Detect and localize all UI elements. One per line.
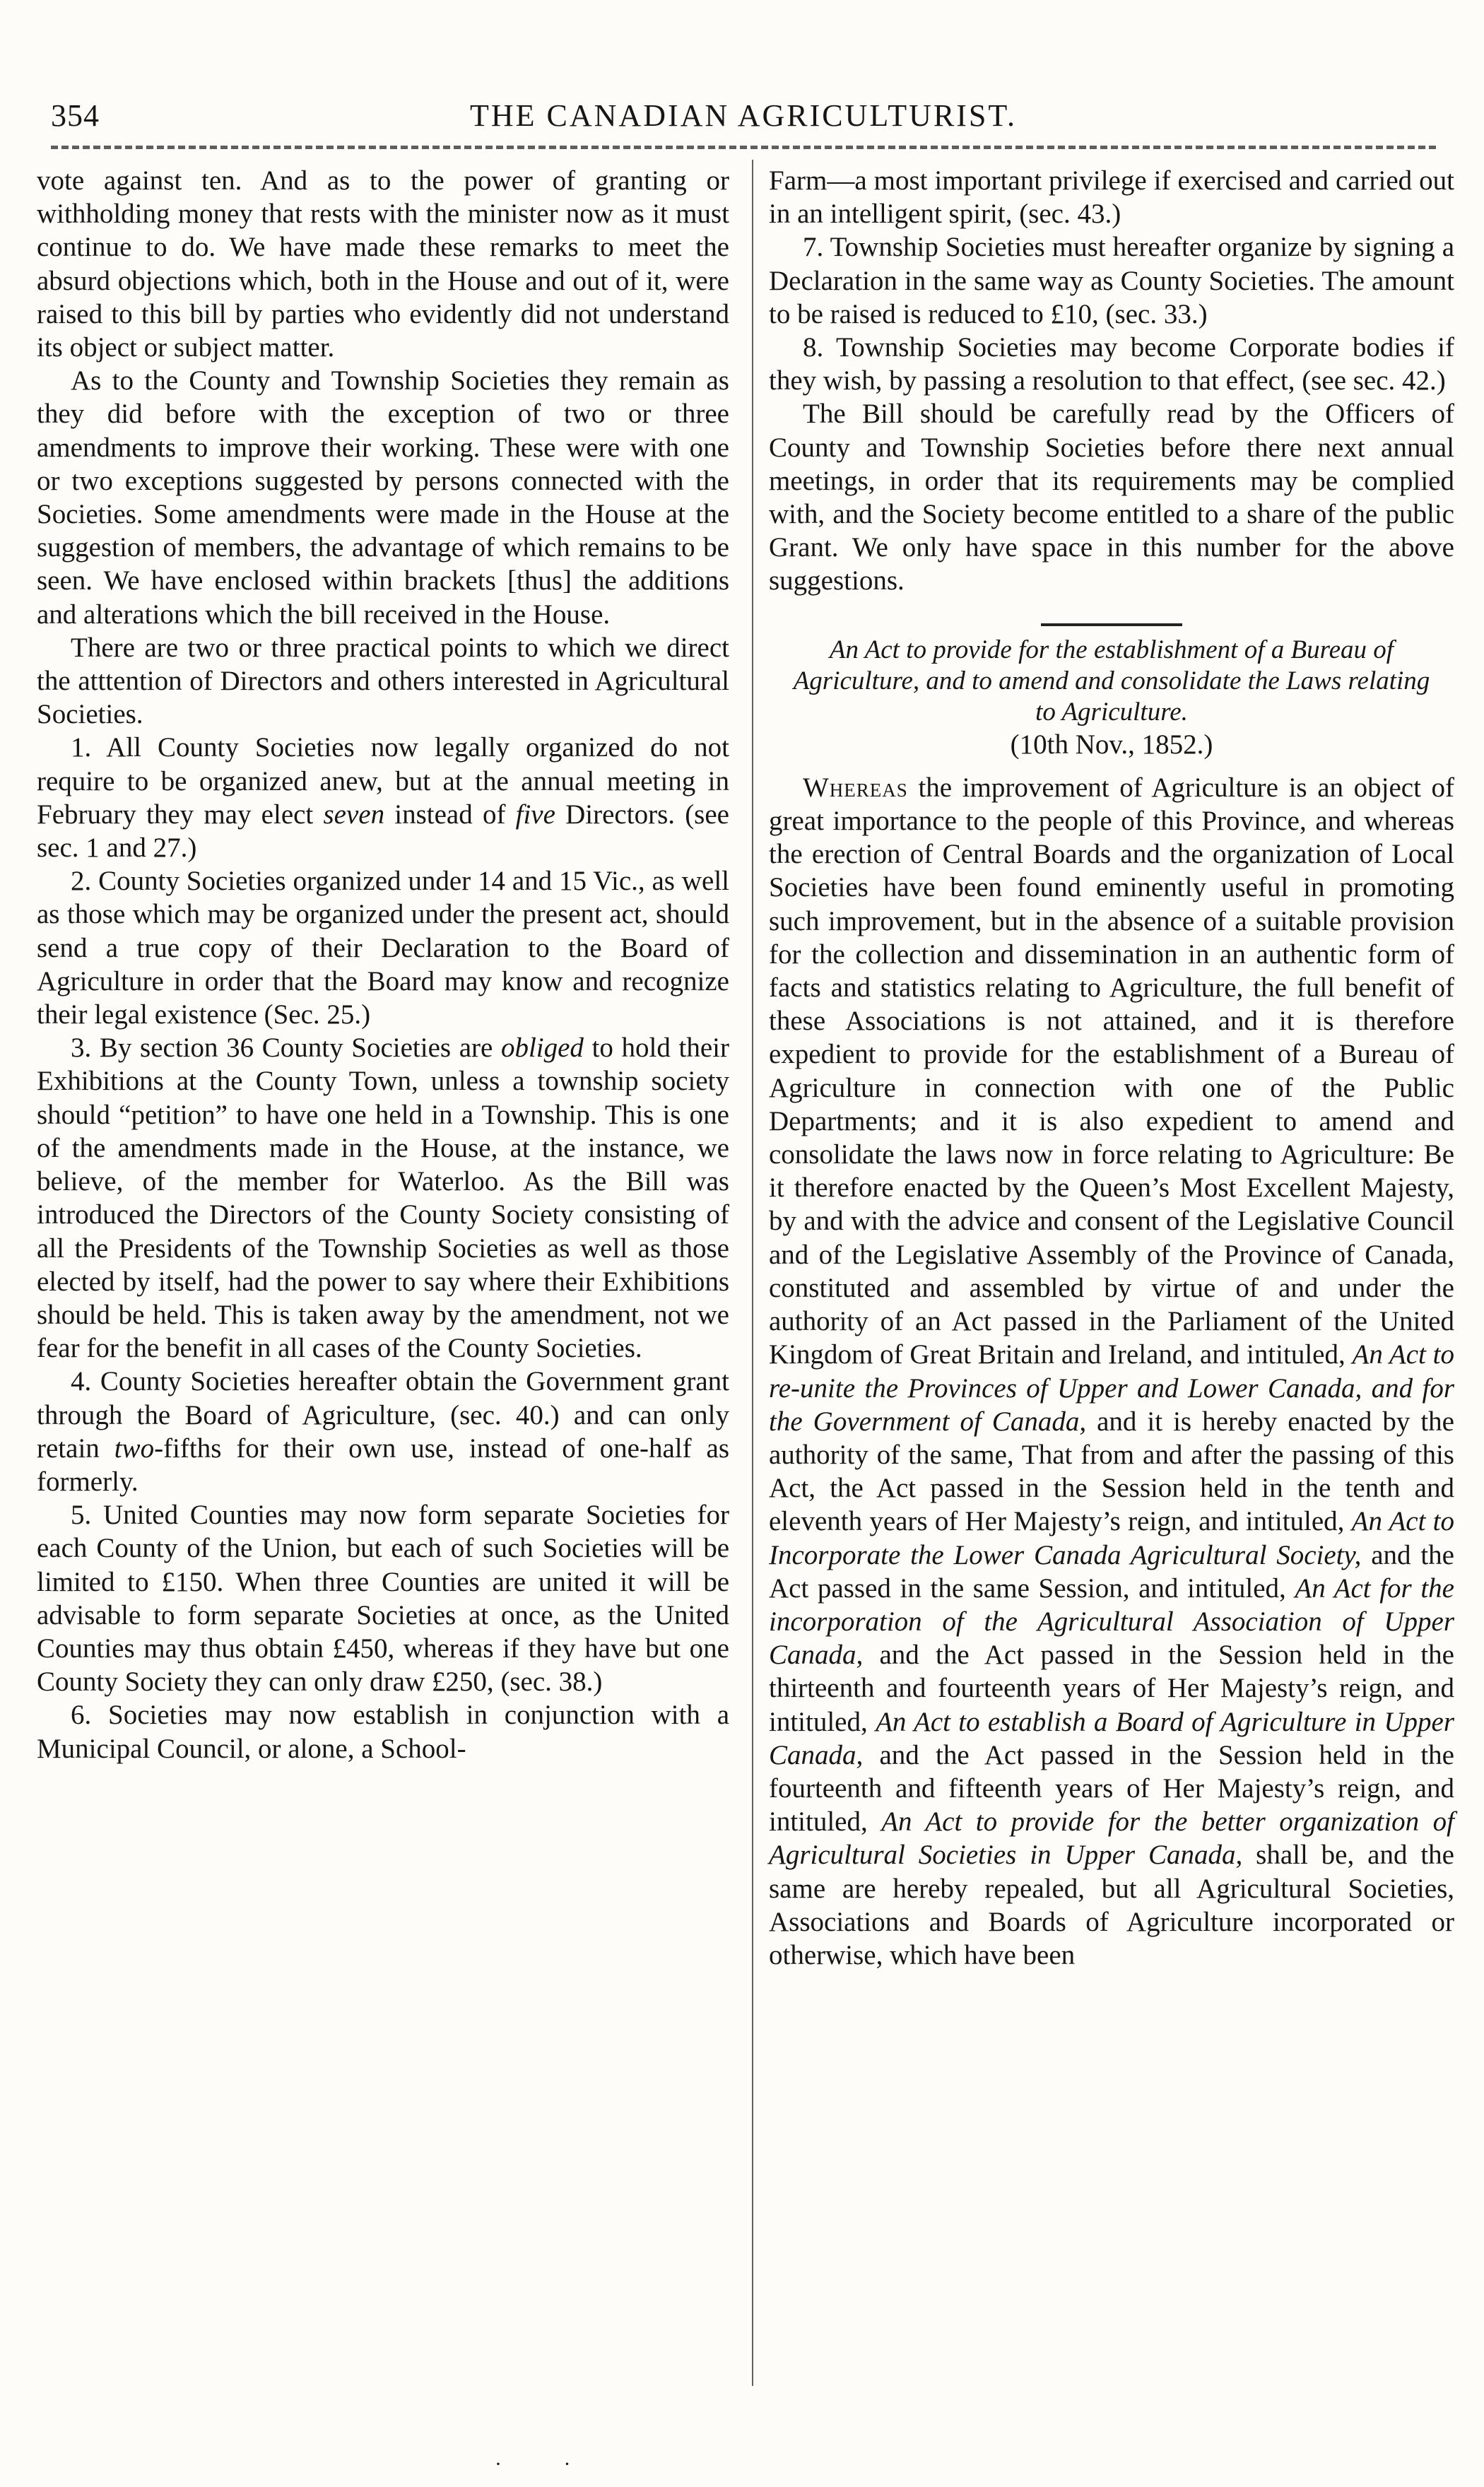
italic-run: obliged bbox=[500, 1033, 584, 1064]
list-item: 5. United Counties may now form separate Societies for each County of the Union, but each of such Societies will be limited to £150. When three Counties are united it will be advisable to form separate Societies at once, as the United Counties may thus obtain £450, whereas if they have but one County Society they can only draw £250, (sec. 38.) bbox=[37, 1500, 729, 1698]
text-run: the improvement of Agriculture is an object of great importance to the people of this Province, and whereas the erection of Central Boards and the organization of Local Societies have been found eminently useful in promoting such improvement, but in the absence of a suitable provision for the collection and dissemination in an authentic form of facts and statistics relating to Agriculture, the full benefit of these Associations is not attained, and it is therefore expedient to provide for the establishment of a Bureau of Agriculture in connection with one of the Public Departments; and it is also expedient to amend and consolidate the laws now in force relating to Agriculture: Be it therefore enacted by the Queen’s Most Excellent Majesty, by and with the advice and consent of the Legislative Council and of the Legislative Assembly of the Province of Canada, constituted and assembled by virtue of and under the authority of an Act passed in the Parliament of the United Kingdom of Great Britain and Ireland, and intituled, bbox=[769, 772, 1454, 1370]
text-run: to hold their Exhibitions at the County Town, unless a township society should “petition” to have one held in a Township. This is one of the amendments made in the House, at the instance, we believe, of the member for Waterloo. As the Bill was introduced the Directors of the County Society consisting of all the Presidents of the Township Societies as well as those elected by itself, had the power to say where their Exhibitions should be held. This is taken away by the amendment, not we fear for the benefit in all cases of the County Societies. bbox=[37, 1033, 729, 1364]
section-separator bbox=[1041, 623, 1182, 626]
text-run: -fifths for their own use, instead of one-half as formerly. bbox=[37, 1433, 730, 1497]
act-body bbox=[769, 771, 1454, 1972]
text-run: 1. All County Societies now legally organized do not require to be organized anew, but at the annual meeting in February they may elect bbox=[37, 732, 729, 830]
list-item: 8. Township Societies may become Corporate bodies if they wish, by passing a resolution to that effect, (see sec. 42.) bbox=[769, 332, 1454, 396]
paragraph: vote against ten. And as to the power of granting or withholding money that rests with the minister now as it must continue to do. We have made these remarks to meet the absurd objections which, both in the House and out of it, were raised to this bill by parties who evidently did not understand its object or subject matter. bbox=[37, 165, 729, 363]
right-column bbox=[769, 164, 1454, 1972]
text-run: and it is hereby enacted by the authority of the same, That from and after the passing of this Act, the Act passed in the Session held in the tenth and eleventh years of Her Majesty’s reign, and intituled, bbox=[769, 1406, 1454, 1537]
italic-run: two bbox=[114, 1433, 155, 1464]
italic-run: An Act to Incorporate the Lower Canada Agricultural Society, bbox=[769, 1506, 1454, 1570]
italic-run: seven bbox=[323, 799, 385, 830]
page-number: 354 bbox=[51, 98, 100, 133]
text-run: instead of bbox=[384, 799, 516, 830]
paragraph: The Bill should be carefully read by the Officers of County and Township Societies before there next annual meetings, in order that its requirements may be complied with, and the Society become entitled to a share of the public Grant. We only have space in this number for the above suggestions. bbox=[769, 399, 1454, 596]
column-divider bbox=[752, 160, 753, 2386]
text-run: and the Act passed in the Session held in the thirteenth and fourteenth years of Her Majesty’s reign, and intituled, bbox=[769, 1640, 1454, 1737]
paragraph: There are two or three practical points to which we direct the atttention of Directors and others interested in Agricultural Societies. bbox=[37, 632, 729, 730]
footer-specks: · · bbox=[495, 2452, 599, 2476]
italic-run: five bbox=[515, 799, 555, 830]
text-run: shall be, and the same are hereby repealed, but all Agricultural Societies, Associations and Boards of Agriculture incorporated or otherwise, which have been bbox=[769, 1840, 1454, 1970]
list-item bbox=[37, 1365, 729, 1498]
paragraph: As to the County and Township Societies they remain as they did before with the exception of two or three amendments to improve their working. These were with one or two exceptions suggested by persons connected with the Societies. Some amendments were made in the House at the suggestion of members, the advantage of which remains to be seen. We have enclosed within brackets [thus] the additions and alterations which the bill received in the House. bbox=[37, 365, 729, 630]
italic-run: An Act to re-unite the Provinces of Upper and Lower Canada, and for the Government of Canada, bbox=[769, 1339, 1454, 1437]
list-item bbox=[37, 731, 729, 864]
text-run: and the Act passed in the Session held in the fourteenth and fifteenth years of Her Majesty’s reign, and intituled, bbox=[769, 1739, 1454, 1838]
act-title: An Act to provide for the establishment of a Bureau of Agriculture, and to amend and consolidate the Laws relating to Agriculture. bbox=[793, 635, 1430, 727]
text-run: Directors. (see sec. 1 and 27.) bbox=[37, 799, 729, 864]
italic-run: An Act to provide for the better organization of Agricultural Societies in Upper Canada, bbox=[769, 1806, 1454, 1871]
paragraph: Farm—a most important privilege if exercised and carried out in an intelligent spirit, (sec. 43.) bbox=[769, 165, 1454, 230]
list-item bbox=[37, 1031, 729, 1365]
text-run: 4. County Societies hereafter obtain the Government grant through the Board of Agriculture, (sec. 40.) and can only retain bbox=[37, 1366, 729, 1464]
italic-run: An Act for the incorporation of the Agricultural Association of Upper Canada, bbox=[769, 1572, 1454, 1671]
text-run: and the Act passed in the same Session, and intituled, bbox=[769, 1539, 1454, 1604]
page-header bbox=[51, 85, 1436, 141]
running-title: THE CANADIAN AGRICULTURIST. bbox=[470, 98, 1017, 133]
list-item: 6. Societies may now establish in conjunction with a Municipal Council, or alone, a School- bbox=[37, 1700, 729, 1764]
text-run: 3. By section 36 County Societies are bbox=[71, 1033, 501, 1064]
header-rule bbox=[51, 146, 1436, 153]
left-column bbox=[37, 164, 729, 1765]
list-item: 7. Township Societies must hereafter organize by signing a Declaration in the same way as County Societies. The amount to be raised is reduced to £10, (sec. 33.) bbox=[769, 232, 1454, 329]
act-date: (10th Nov., 1852.) bbox=[1010, 729, 1213, 760]
italic-run: An Act to establish a Board of Agriculture in Upper Canada, bbox=[769, 1706, 1454, 1770]
whereas-word: Whereas bbox=[803, 772, 908, 803]
list-item: 2. County Societies organized under 14 and 15 Vic., as well as those which may be organized under the present act, should send a true copy of their Declaration to the Board of Agriculture in order that the Board may know and recognize their legal existence (Sec. 25.) bbox=[37, 866, 729, 1030]
